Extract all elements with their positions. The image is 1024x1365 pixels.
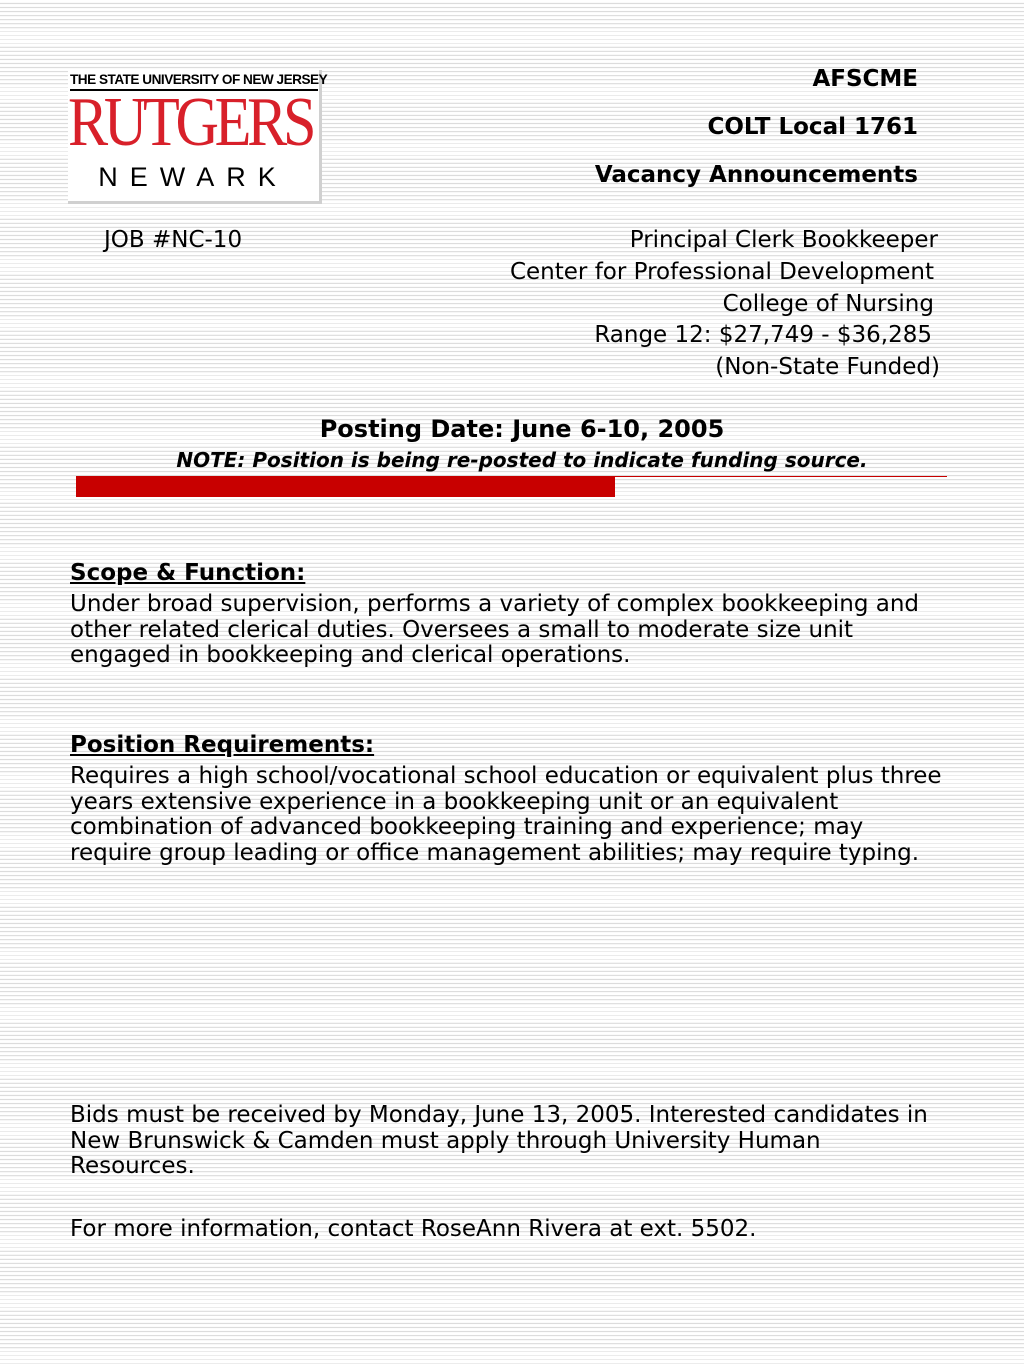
header-title: Vacancy Announcements [594,162,918,188]
job-department: Center for Professional Development [509,259,934,285]
contact-text: For more information, contact RoseAnn Rivera at ext. 5502. [70,1216,757,1242]
rutgers-newark-logo [68,70,328,204]
requirements-heading: Position Requirements: [70,732,375,758]
job-number: JOB #NC-10 [104,227,243,253]
posting-date: Posting Date: June 6-10, 2005 [319,415,725,443]
job-salary-range: Range 12: $27,749 - $36,285 [594,322,932,348]
posting-note: NOTE: Position is being re-posted to indicate funding source. [176,448,868,472]
job-title: Principal Clerk Bookkeeper [629,227,938,253]
header-local: COLT Local 1761 [707,114,918,140]
header-union: AFSCME [812,66,918,92]
job-funding: (Non-State Funded) [715,354,940,380]
scope-text: Under broad supervision, performs a variety of complex bookkeeping and other related clerical duties. Oversees a small to moderate size unit engaged in bookkeeping and clerical operations. [70,591,920,668]
logo-main-word: RUTGERS [68,84,313,161]
logo-top-line: THE STATE UNIVERSITY OF NEW JERSEY [70,72,318,91]
logo-sub-word: NEWARK [98,162,288,192]
job-college: College of Nursing [722,291,934,317]
divider-bar [76,477,615,497]
bids-text: Bids must be received by Monday, June 13, 2005. Interested candidates in New Brunswick & Camden must apply through University Human Resources. [70,1102,928,1179]
scope-heading: Scope & Function: [70,560,306,586]
requirements-text: Requires a high school/vocational school education or equivalent plus three years extensive experience in a bookkeeping unit or an equivalent combination of advanced bookkeeping training and experience; may require group leading or office management abilities; may require typing. [70,763,942,866]
